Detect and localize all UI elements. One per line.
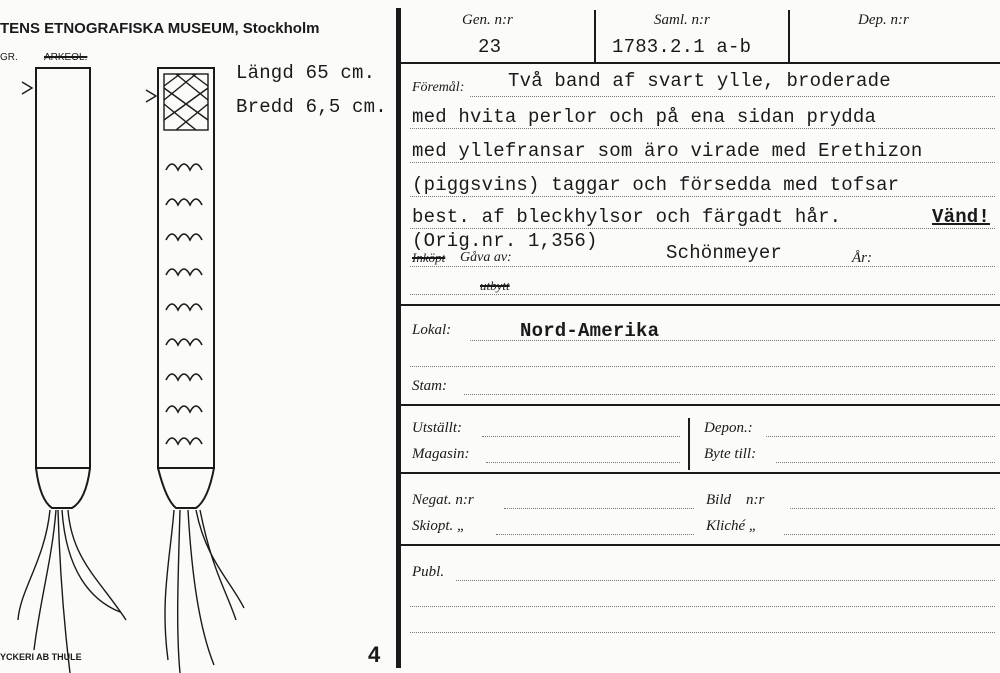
exchanged-label-struck: utbytt (480, 278, 510, 293)
foremal-line-5: best. af bleckhylsor och färgadt hår. (412, 206, 842, 228)
foremal-line-1: Två band af svart ylle, broderade (508, 70, 891, 92)
foremal-line-2: med hvita perlor och på ena sidan prydda (412, 106, 877, 128)
museum-header: TENS ETNOGRAFISKA MUSEUM, Stockholm (0, 20, 320, 37)
dotline (776, 462, 995, 463)
dotline (784, 534, 995, 535)
width-text: Bredd 6,5 cm. (236, 96, 387, 118)
exchange-label: Byte till: (704, 446, 757, 462)
publication-label: Publ. (412, 564, 445, 580)
dotline (766, 436, 995, 437)
mid-divider-1 (688, 418, 690, 470)
dotline (410, 128, 995, 129)
dotline (410, 294, 995, 295)
dotline (470, 340, 995, 341)
exhibited-label: Utställt: (412, 420, 463, 436)
original-number: (Orig.nr. 1,356) (412, 230, 598, 252)
rule-4 (400, 544, 1000, 546)
dotline (410, 606, 995, 607)
rule-3 (400, 472, 1000, 474)
card-divider (396, 8, 401, 668)
gen-value: 23 (478, 36, 502, 58)
rule-2 (400, 404, 1000, 406)
turn-over-note: Vänd! (932, 206, 991, 228)
dotline (410, 228, 995, 229)
dotline (410, 632, 995, 633)
dotline (410, 266, 995, 267)
dotline (496, 534, 694, 535)
dotline (456, 580, 995, 581)
donor-name: Schönmeyer (666, 242, 783, 264)
category-arkeol: ARKEOL. (44, 52, 88, 63)
top-divider-2 (788, 10, 790, 62)
year-label: År: (852, 250, 872, 266)
plain-band-drawing (18, 68, 126, 673)
negative-label: Negat. n:r (412, 492, 474, 508)
rule-1 (400, 304, 1000, 306)
beaded-band-drawing (146, 68, 244, 673)
foremal-line-3: med yllefransar som äro virade med Erethizon (412, 140, 923, 162)
storage-label: Magasin: (412, 446, 470, 462)
dotline (482, 436, 680, 437)
top-divider-1 (594, 10, 596, 62)
saml-label: Saml. n:r (654, 12, 710, 28)
purchased-label-struck: Inköpt (412, 250, 446, 265)
foremal-label: Föremål: (412, 80, 465, 95)
dotline (410, 366, 995, 367)
dotline (410, 196, 995, 197)
dotline (470, 96, 995, 97)
saml-value: 1783.2.1 a-b (612, 36, 752, 58)
gen-label: Gen. n:r (462, 12, 513, 28)
cliche-label: Kliché „ (706, 518, 758, 534)
stam-label: Stam: (412, 378, 447, 394)
dotline (790, 508, 995, 509)
image-label: Bild n:r (706, 492, 765, 508)
lokal-value: Nord-Amerika (520, 320, 660, 342)
deposit-label: Depon.: (704, 420, 753, 436)
category-gr: GR. (0, 52, 18, 63)
dotline (410, 162, 995, 163)
dep-label: Dep. n:r (858, 12, 909, 28)
foremal-line-4: (piggsvins) taggar och försedda med tofsar (412, 174, 900, 196)
slide-label: Skiopt. „ (412, 518, 466, 534)
printer-imprint: YCKERI AB THULE (0, 652, 82, 662)
band-drawings (0, 60, 260, 673)
dotline (486, 462, 680, 463)
length-text: Längd 65 cm. (236, 62, 376, 84)
margin-mark: 4 (368, 642, 381, 667)
dotline (504, 508, 694, 509)
dotline (464, 394, 995, 395)
rule-top (400, 62, 1000, 64)
lokal-label: Lokal: (412, 322, 452, 338)
gift-label: Gåva av: (460, 250, 512, 265)
